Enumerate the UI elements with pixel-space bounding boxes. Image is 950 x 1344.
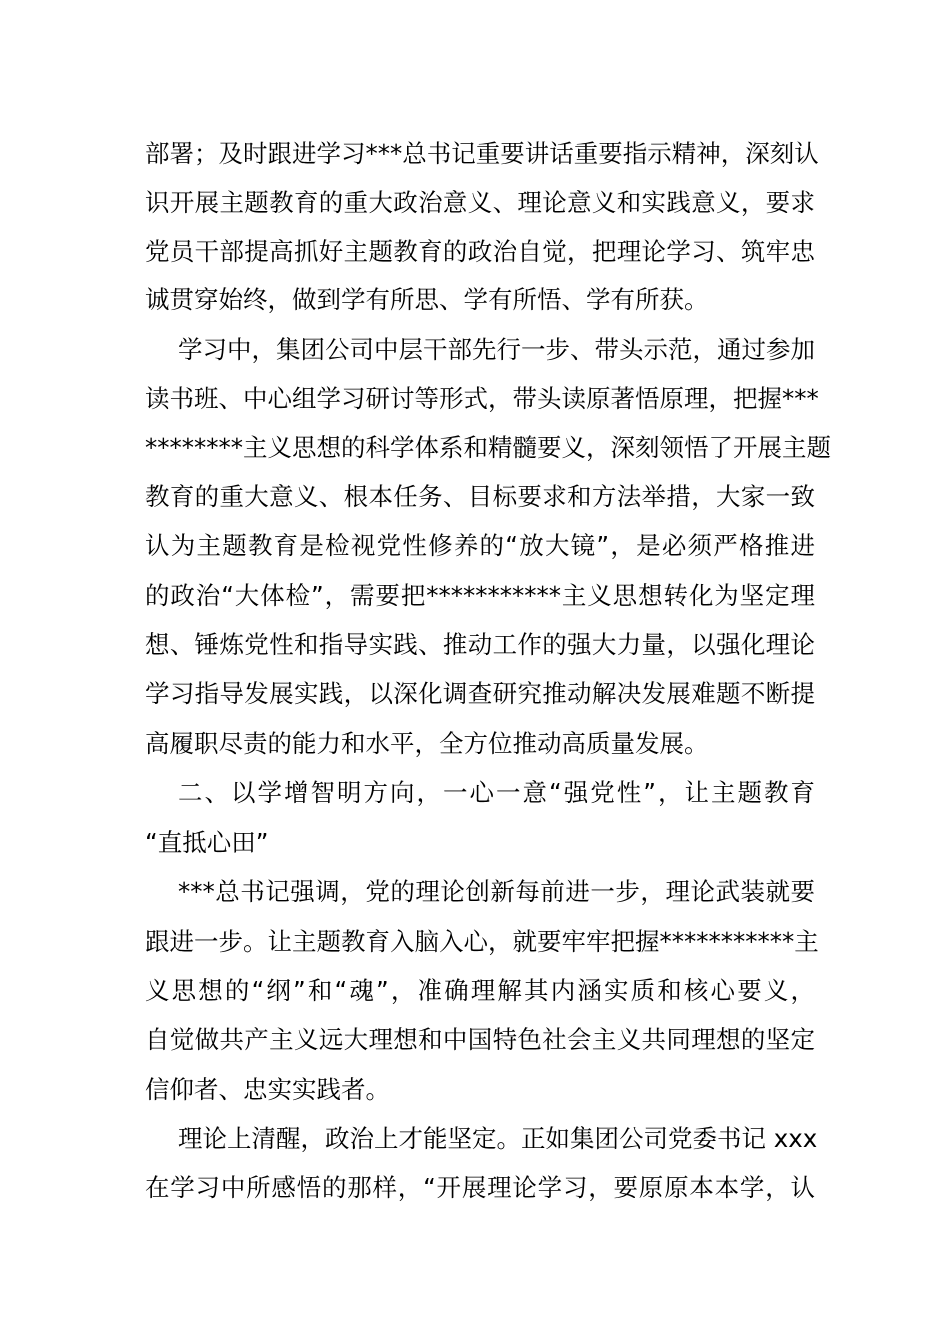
text-line: “直抵心田” bbox=[145, 828, 269, 857]
text-line: 自觉做共产主义远大理想和中国特色社会主义共同理想的坚定 bbox=[145, 1025, 815, 1054]
text-line: 读书班、中心组学习研讨等形式，带头读原著悟原理，把握*** bbox=[145, 384, 819, 413]
text-line: 认为主题教育是检视党性修养的“放大镜”，是必须严格推进 bbox=[145, 531, 815, 560]
text-line: 学习中，集团公司中层干部先行一步、带头示范，通过参加 bbox=[178, 335, 815, 364]
text-line: 高履职尽责的能力和水平，全方位推动高质量发展。 bbox=[145, 729, 709, 758]
text-line: 的政治“大体检”，需要把***********主义思想转化为坚定理 bbox=[145, 581, 815, 610]
text-line: 党员干部提高抓好主题教育的政治自觉，把理论学习、筑牢忠 bbox=[145, 237, 815, 266]
text-line: 理论上清醒，政治上才能坚定。正如集团公司党委书记 xxx bbox=[178, 1124, 818, 1153]
text-line: 在学习中所感悟的那样，“开展理论学习，要原原本本学，认 bbox=[145, 1173, 815, 1202]
text-line: 义思想的“纲”和“魂”，准确理解其内涵实质和核心要义， bbox=[145, 976, 815, 1005]
text-line: ********主义思想的科学体系和精髓要义，深刻领悟了开展主题 bbox=[145, 433, 831, 462]
text-line: 跟进一步。让主题教育入脑入心，就要牢牢把握***********主 bbox=[145, 927, 819, 956]
text-line: 学习指导发展实践，以深化调查研究推动解决发展难题不断提 bbox=[145, 679, 815, 708]
text-line: ***总书记强调，党的理论创新每前进一步，理论武装就要 bbox=[178, 877, 815, 906]
text-line: 诚贯穿始终，做到学有所思、学有所悟、学有所获。 bbox=[145, 285, 709, 314]
text-line: 部署；及时跟进学习***总书记重要讲话重要指示精神，深刻认 bbox=[145, 139, 819, 168]
text-line: 想、锤炼党性和指导实践、推动工作的强大力量，以强化理论 bbox=[145, 630, 815, 659]
text-line: 信仰者、忠实实践者。 bbox=[145, 1075, 390, 1104]
text-line: 二、以学增智明方向，一心一意“强党性”，让主题教育 bbox=[178, 778, 815, 807]
text-line: 识开展主题教育的重大政治意义、理论意义和实践意义，要求 bbox=[145, 188, 815, 217]
text-line: 教育的重大意义、根本任务、目标要求和方法举措，大家一致 bbox=[145, 482, 815, 511]
